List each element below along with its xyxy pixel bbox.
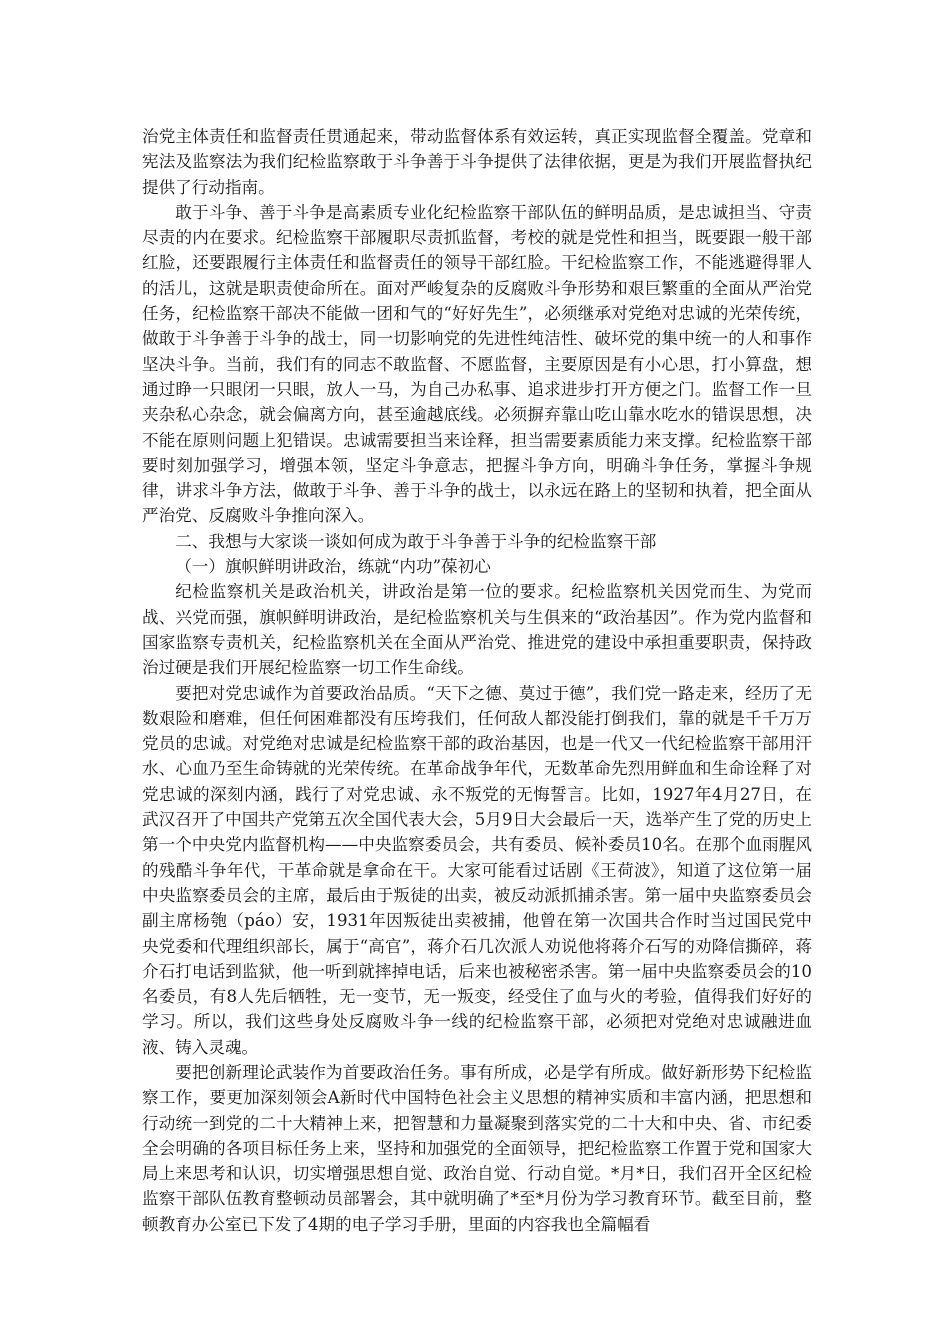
paragraph-loyalty: 要把对党忠诚作为首要政治品质。“天下之德、莫过于德”，我们党一路走来，经历了无数艰险和磨难，但任何困难都没有压垮我们，任何敌人都没能打倒我们，靠的就是千千万万党员的忠诚。对党绝对忠诚是纪检监察干部的政治基因，也是一代又一代纪检监察干部用汗水、心血乃至生命铸就的光荣传统。在革命战争年代，无数革命先烈用鲜血和生命诠释了对党忠诚的深刻内涵，践行了对党忠诚、永不叛党的无悔誓言。比如，1927年4月27日，在武汉召开了中国共产党第五次全国代表大会，5月9日大会最后一天，选举产生了党的历史上第一个中央党内监督机构——中央监察委员会，共有委员、候补委员10名。在那个血雨腥风的残酷斗争年代，干革命就是拿命在干。大家可能看过话剧《王荷波》，知道了这位第一届中央监察委员会的主席，最后由于叛徒的出卖，被反动派抓捕杀害。第一届中央监察委员会副主席杨匏（páo）安，1931年因叛徒出卖被捕，他曾在第一次国共合作时当过国民党中央党委和代理组织部长，属于“高官”，蒋介石几次派人劝说他将蒋介石写的劝降信撕碎，蒋介石打电话到监狱，他一听到就摔掉电话，后来也被秘密杀害。第一届中央监察委员会的10名委员，有8人先后牺牲，无一变节，无一叛变，经受住了血与火的考验，值得我们好好的学习。所以，我们这些身处反腐败斗争一线的纪检监察干部，必须把对党绝对忠诚融进血液、铸入灵魂。 bbox=[142, 683, 812, 1057]
section-heading: 二、我想与大家谈一谈如何成为敢于斗争善于斗争的纪检监察干部 bbox=[175, 531, 657, 551]
paragraph-political-organ: 纪检监察机关是政治机关，讲政治是第一位的要求。纪检监察机关因党而生、为党而战、兴党而强，旗帜鲜明讲政治，是纪检监察机关与生俱来的“政治基因”。作为党内监督和国家监察专责机关，纪检监察机关在全面从严治党、推进党的建设中承担重要职责，保持政治过硬是我们开展纪检监察一切工作生命线。 bbox=[142, 582, 812, 678]
paragraph-fight-quality: 敢于斗争、善于斗争是高素质专业化纪检监察干部队伍的鲜明品质，是忠诚担当、守责尽责的内在要求。纪检监察干部履职尽责抓监督，考校的就是党性和担当，既要跟一般干部红脸，还要跟履行主体责任和监督责任的领导干部红脸。干纪检监察工作，不能逃避得罪人的活儿，这就是职责使命所在。面对严峻复杂的反腐败斗争形势和艰巨繁重的全面从严治党任务，纪检监察干部决不能做一团和气的“好好先生”，必须继承对党绝对忠诚的光荣传统，做敢于斗争善于斗争的战士，同一切影响党的先进性纯洁性、破坏党的集中统一的人和事作坚决斗争。当前，我们有的同志不敢监督、不愿监督，主要原因是有小心思，打小算盘，想通过睁一只眼闭一只眼，放人一马，为自己办私事、追求进步打开方便之门。监督工作一旦夹杂私心杂念，就会偏离方向，甚至逾越底线。必须摒弃靠山吃山靠水吃水的错误思想，决不能在原则问题上犯错误。忠诚需要担当来诠释，担当需要素质能力来支撑。纪检监察干部要时刻加强学习，增强本领，坚定斗争意志，把握斗争方向，明确斗争任务，掌握斗争规律，讲求斗争方法，做敢于斗争、善于斗争的战士，以永远在路上的坚韧和执着，把全面从严治党、反腐败斗争推向深入。 bbox=[142, 202, 812, 526]
paragraph-continuation: 治党主体责任和监督责任贯通起来，带动监督体系有效运转，真正实现监督全覆盖。党章和宪法及监察法为我们纪检监察敢于斗争善于斗争提供了法律依据，更是为我们开展监督执纪提供了行动指南。 bbox=[142, 127, 812, 197]
subsection-heading: （一）旗帜鲜明讲政治，练就“内功”葆初心 bbox=[175, 557, 491, 577]
document-page bbox=[142, 124, 812, 1237]
paragraph-theory: 要把创新理论武装作为首要政治任务。事有所成，必是学有所成。做好新形势下纪检监察工作，要更加深刻领会A新时代中国特色社会主义思想的精神实质和丰富内涵，把思想和行动统一到党的二十大精神上来，把智慧和力量凝聚到落实党的二十大和中央、省、市纪委全会明确的各项目标任务上来，坚持和加强党的全面领导，把纪检监察工作置于党和国家大局上来思考和认识，切实增强思想自觉、政治自觉、行动自觉。*月*日，我们召开全区纪检监察干部队伍教育整顿动员部署会，其中就明确了*至*月份为学习教育环节。截至目前，整顿教育办公室已下发了4期的电子学习手册，里面的内容我也全篇幅看 bbox=[142, 1062, 812, 1234]
